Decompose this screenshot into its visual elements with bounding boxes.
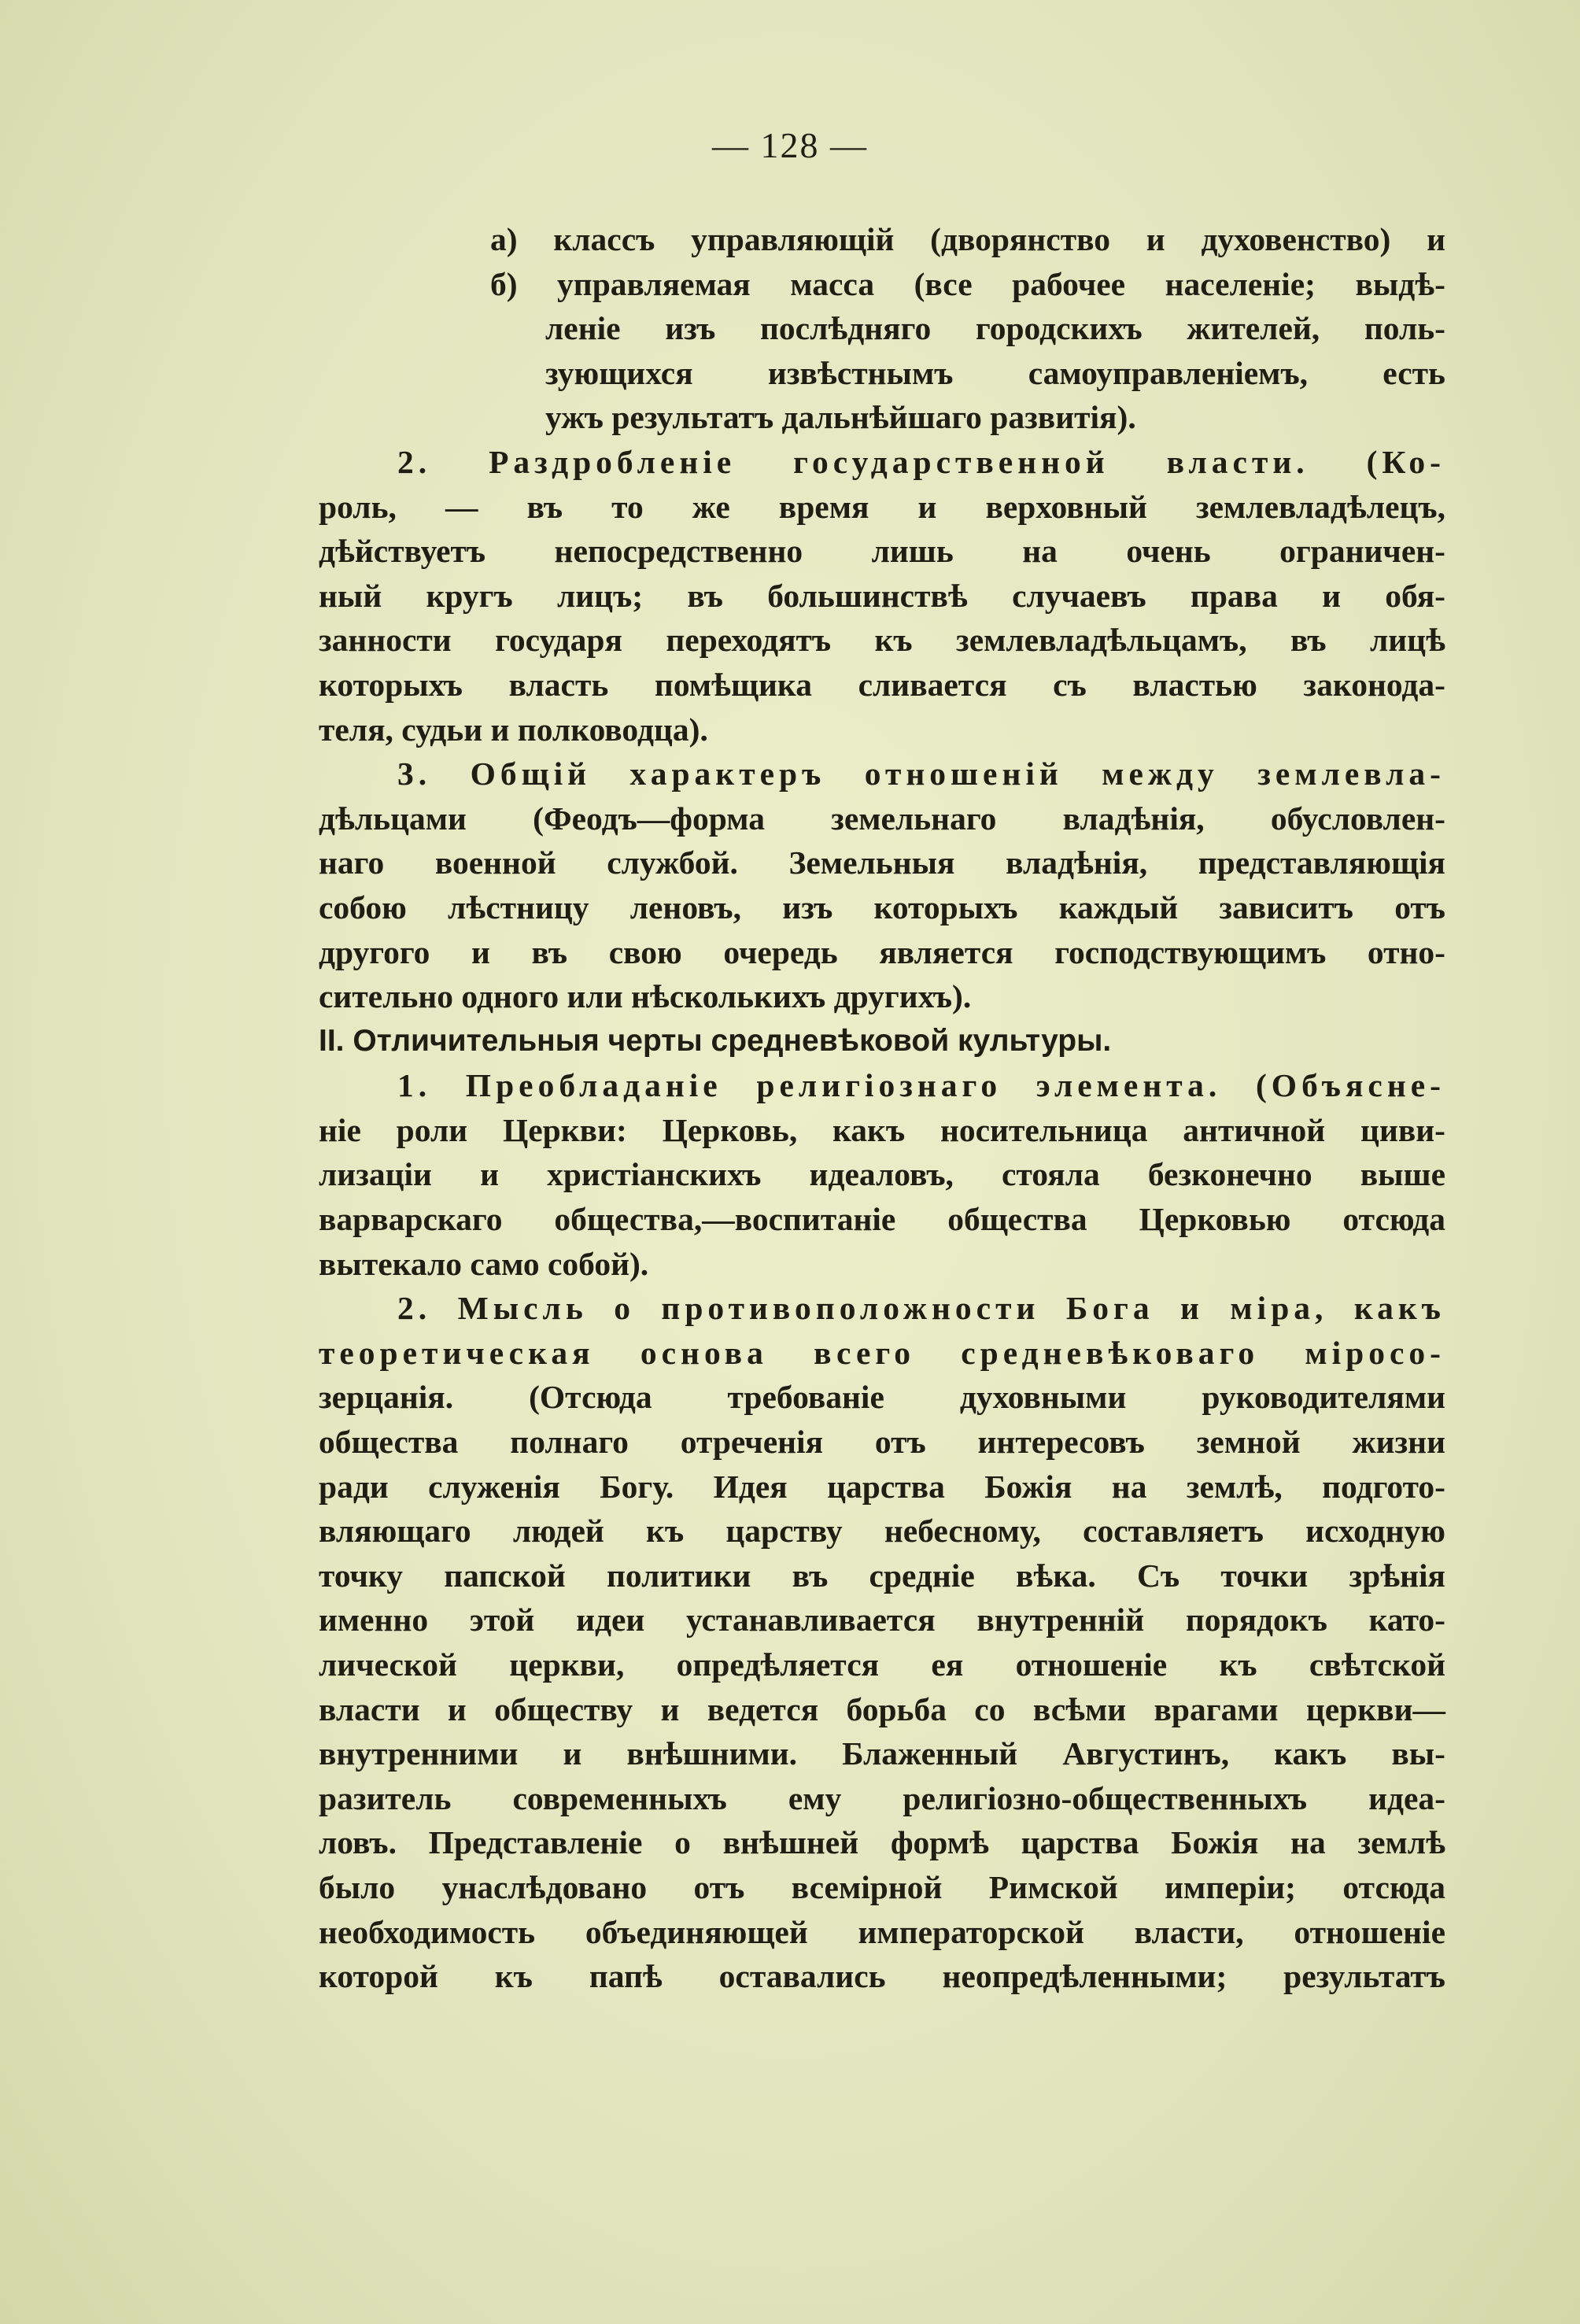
text-line: ніе роли Церкви: Церковь, какъ носительница античной циви-: [319, 1111, 1445, 1148]
text-line: другого и въ свою очередь является господствующимъ отно-: [319, 933, 1445, 970]
page-number: — 128 —: [712, 125, 868, 165]
text-line: 1. Преобладаніе религіознаго элемента. (Объясне-: [397, 1067, 1445, 1104]
text-line: б) управляемая масса (все рабочее населеніе; выдѣ-: [490, 265, 1445, 302]
text-line: лической церкви, опредѣляется ея отношеніе къ свѣтской: [319, 1646, 1445, 1683]
text-line: теоретическая основа всего средневѣковаго міросо-: [319, 1334, 1445, 1371]
text-line: леніе изъ послѣдняго городскихъ жителей, поль-: [545, 310, 1445, 347]
text-line: точку папской политики въ средніе вѣка. Съ точки зрѣнія: [319, 1557, 1445, 1594]
text-line: ради служенія Богу. Идея царства Божія на землѣ, подгото-: [319, 1468, 1445, 1505]
text-line: ный кругъ лицъ; въ большинствѣ случаевъ права и обя-: [319, 577, 1445, 614]
text-line: дѣльцами (Феодъ—форма земельнаго владѣнія, обусловлен-: [319, 800, 1445, 837]
text-line: роль, — въ то же время и верховный землевладѣлецъ,: [319, 488, 1445, 525]
text-line: вытекало само собой).: [319, 1245, 649, 1282]
text-line: было унаслѣдовано отъ всемірной Римской имперіи; отсюда: [319, 1868, 1445, 1905]
text-line: общества полнаго отреченія отъ интересовъ земной жизни: [319, 1424, 1445, 1461]
text-line: а) классъ управляющій (дворянство и духовенство) и: [490, 221, 1445, 257]
body-text: [319, 217, 1445, 1999]
text-line: ужъ результатъ дальнѣйшаго развитія).: [545, 399, 1136, 436]
text-line: занности государя переходятъ къ землевладѣльцамъ, въ лицѣ: [319, 622, 1445, 659]
text-line: которыхъ власть помѣщика сливается съ властью законода-: [319, 666, 1445, 703]
text-line: зующихся извѣстнымъ самоуправленіемъ, есть: [545, 354, 1445, 391]
section-heading: II. Отличительныя черты средневѣковой культуры.: [319, 1023, 1112, 1058]
text-line: именно этой идеи устанавливается внутренній порядокъ като-: [319, 1602, 1445, 1639]
text-line: ловъ. Представленіе о внѣшней формѣ царства Божія на землѣ: [319, 1824, 1445, 1861]
text-line: сительно одного или нѣсколькихъ другихъ).: [319, 978, 972, 1015]
text-line: дѣйствуетъ непосредственно лишь на очень ограничен-: [319, 533, 1445, 570]
text-line: вляющаго людей къ царству небесному, составляетъ исходную: [319, 1513, 1445, 1550]
text-line: варварскаго общества,—воспитаніе общества Церковью отсюда: [319, 1201, 1445, 1238]
text-line: которой къ папѣ оставались неопредѣленными; результатъ: [319, 1958, 1445, 1995]
text-line: власти и обществу и ведется борьба со всѣми врагами церкви—: [319, 1690, 1445, 1727]
text-line: разитель современныхъ ему религіозно-общественныхъ идеа-: [319, 1779, 1445, 1816]
text-line: 2. Раздробленіе государственной власти. (Ко-: [397, 443, 1445, 480]
text-line: зерцанія. (Отсюда требованіе духовными руководителями: [319, 1379, 1445, 1416]
text-line: внутренними и внѣшними. Блаженный Августинъ, какъ вы-: [319, 1735, 1445, 1772]
text-line: 3. Общій характеръ отношеній между землевла-: [397, 756, 1445, 793]
text-line: лизаціи и христіанскихъ идеаловъ, стояла безконечно выше: [319, 1156, 1445, 1193]
text-line: 2. Мысль о противоположности Бога и міра, какъ: [397, 1290, 1445, 1327]
text-line: собою лѣстницу леновъ, изъ которыхъ каждый зависитъ отъ: [319, 889, 1445, 926]
text-line: необходимость объединяющей императорской власти, отношеніе: [319, 1913, 1445, 1950]
text-line: теля, судьи и полководца).: [319, 711, 708, 748]
text-line: наго военной службой. Земельныя владѣнія, представляющія: [319, 844, 1445, 881]
